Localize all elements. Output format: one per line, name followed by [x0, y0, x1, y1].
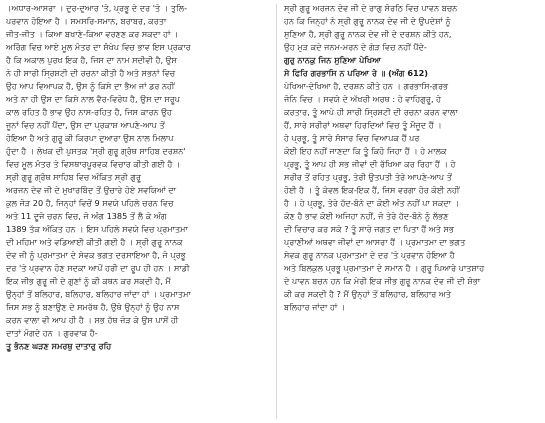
text-line: ਦਾਤਾਂ ਮੰਗਦੇ ਹਨ । ਗੁਰਵਾਕ ਹੈ- [6, 328, 98, 338]
right-column [284, 2, 539, 314]
scripture-quote: ਸੇ ਫਿਰਿ ਗਰਭਾਸਿ ਨ ਪਰਿਆ ਰੇ ॥ (ਅੰਗ 612) [284, 68, 428, 78]
text-line: 1389 ਤੱਕ ਅੰਕਿਤ ਹਨ । ਇਸ ਪਹਿਲੇ ਸਵਯੇ ਵਿਚ ਪ੍ਰਮਾਤਮਾ [6, 224, 188, 234]
text-line: ਕੁਲ ਜੋੜ 20 ਹੈ, ਜਿਨ੍ਹਾਂ ਵਿਚੋਂ 9 ਸਵਯੇ ਪਹਿਲੇ ਚਰਨ ਵਿਚ [6, 198, 174, 208]
column-divider [276, 4, 277, 419]
text-line: ਪੇਖਿਆ-ਦੇਖਿਆ ਹੈ, ਦਰਸ਼ਨ ਕੀਤੇ ਹਨ । ਗਰਭਾਸਿ-ਗਰਭ [284, 81, 449, 91]
text-line: ਹੈ ਕਿ ਅਕਾਲ ਪੁਰਖ ਇਕ ਹੈ, ਜਿਸ ਦਾ ਨਾਮ ਸਦੀਵੀ ਹੈ, ਉਸ [6, 55, 177, 65]
text-line: ਕਾਲ ਰਹਿਤ ਹੈ ਭਾਵ ਉਹ ਨਾਸ-ਰਹਿਤ ਹੈ, ਜਿਸ ਕਾਰਨ ਉਹ [6, 107, 173, 117]
text-line: ।ਅਧਾਰ-ਆਸਰਾ । ਦੁਰ-ਦੁਆਰ 'ਤੇ, ਪ੍ਰਭੂ ਦੇ ਦਰ 'ਤੇ । ਤੁਲਿ- [6, 3, 188, 13]
text-line: ਸ੍ਰੀ ਗੁਰੂ ਅਰਜਨ ਦੇਵ ਜੀ ਦੇ ਰਾਗੁ ਸੋਰਠਿ ਵਿਚ ਪਾਵਨ ਬਚਨ [284, 3, 458, 13]
text-line: ਉਨ੍ਹਾਂ ਤੋਂ ਬਲਿਹਾਰ, ਬਲਿਹਾਰ, ਬਲਿਹਾਰ ਜਾਂਦਾ ਹਾਂ । ਪ੍ਰਮਾਤਮਾ [6, 289, 191, 299]
text-line: ਨੇ ਹੀ ਸਾਰੀ ਸ੍ਰਿਸ਼ਟੀ ਦੀ ਰਚਨਾ ਕੀਤੀ ਹੈ ਅਤੇ ਸਭਨਾਂ ਵਿਚ [6, 68, 176, 78]
text-line: ਅਤੇ 11 ਦੂਜੇ ਚਰਨ ਵਿਚ, ਜੋ ਅੰਗ 1385 ਤੋਂ ਲੈ ਕੇ ਅੰਗ [6, 211, 167, 221]
text-line: ਕਰਨ ਵਾਲਾ ਵੀ ਆਪ ਹੀ ਹੈ । ਸਭ ਹੱਥ ਜੋੜ ਕੇ ਉਸ ਪਾਸੋਂ ਹੀ [6, 315, 179, 325]
text-line: ਹੈ । ਹੇ ਪ੍ਰਭੂ, ਤੇਰੇ ਹੱਦ-ਬੰਨੇ ਦਾ ਕੋਈ ਅੰਤ ਨਹੀਂ ਪਾ ਸਕਦਾ । [284, 198, 460, 208]
text-line: ਵਿਚ ਮੂਲ ਮੰਤਰ ਤੇ ਵਿਸਥਾਰਪੂਰਵਕ ਵਿਚਾਰ ਕੀਤੀ ਗਈ ਹੈ । [6, 159, 181, 169]
text-line: ਸ੍ਰੀ ਗੁਰੂ ਗ੍ਰੰਥ ਸਾਹਿਬ ਵਿਚ ਅੰਕਿਤ ਸ੍ਰੀ ਗੁਰੂ [6, 172, 142, 182]
left-column [6, 2, 268, 353]
text-line: ਹੈਂ, ਸਾਰੇ ਸਰੀਰਾਂ ਅਥਵਾ ਹਿਰਦਿਆਂ ਵਿਚ ਤੂੰ ਮੌਜੂਦ ਹੈਂ । [284, 120, 442, 130]
text-line: ਸਰੀਰ ਤੋਂ ਰਹਿਤ ਪ੍ਰਭੂ, ਤੇਰੀ ਉਤਪਤੀ ਤੇਰੇ ਆਪਣੇ-ਆਪ ਤੋਂ [284, 172, 452, 182]
text-line: ਹੁੰਦਾ ਹੈ । ਲੇਖਕ ਦੀ ਪੁਸਤਕ 'ਸ੍ਰੀ ਗੁਰੂ ਗ੍ਰੰਥ ਸਾਹਿਬ ਦਰਸ਼ਨ' [6, 146, 186, 156]
text-line: ਦੇ ਪਾਵਨ ਬਚਨ ਹਨ ਕਿ ਮੇਰੀ ਇਕ ਜੀਭ ਗੁਰੂ ਨਾਨਕ ਦੇਵ ਜੀ ਦੀ ਸ਼ੋਭਾ [284, 276, 481, 286]
text-line: ਹਨ ਕਿ ਜਿਨ੍ਹਾਂ ਨੇ ਸ੍ਰੀ ਗੁਰੂ ਨਾਨਕ ਦੇਵ ਜੀ ਦੇ ਉਪਦੇਸ਼ਾਂ ਨੂੰ [284, 16, 451, 26]
text-line: ਜਿਸ ਸਭ ਨੂੰ ਬਣਾਉਣ ਦੇ ਸਮਰੱਥ ਹੈ, ਉਥੇ ਉਨ੍ਹਾਂ ਨੂੰ ਉਹ ਨਾਸ [6, 302, 180, 312]
text-line: ਉਹ ਆਪ ਵਿਆਪਕ ਹੈ, ਉਸ ਨੂੰ ਕਿਸੇ ਦਾ ਭੈਅ ਜਾਂ ਡਰ ਨਹੀਂ [6, 81, 175, 91]
text-line: ਜੂਨਾਂ ਵਿਚ ਨਹੀਂ ਪੈਂਦਾ, ਉਸ ਦਾ ਪ੍ਰਕਾਸ਼ ਆਪਣੇ-ਆਪ ਤੋਂ [6, 120, 165, 130]
text-line: ਕੀ ਕਰ ਸਕਦੀ ਹੈ ? ਮੈਂ ਉਨ੍ਹਾਂ ਤੋਂ ਬਲਿਹਾਰ, ਬਲਿਹਾਰ ਅਤੇ [284, 289, 452, 299]
scripture-quote: ਗੁਰੁ ਨਾਨਕੁ ਜਿਨ ਸੁਣਿਆ ਪੇਖਿਆ [284, 55, 382, 65]
text-line: ਅਤੇ ਨਾ ਹੀ ਉਸ ਦਾ ਕਿਸੇ ਨਾਲ ਵੈਰ-ਵਿਰੋਧ ਹੈ, ਉਸ ਦਾ ਸਰੂਪ [6, 94, 181, 104]
text-line: ਅਰਿੰਗ ਵਿਚ ਆਏ ਮੂਲ ਮੰਤਰ ਦਾ ਸੰਖੇਪ ਵਿਚ ਭਾਵ ਇਸ ਪ੍ਰਕਾਰ [6, 42, 191, 52]
text-line: ਕੋਣ ਹੈ ਭਾਵ ਕੋਈ ਅਜਿਹਾ ਨਹੀਂ, ਜੋ ਤੇਰੇ ਹੱਦ-ਬੰਨੇ ਨੂੰ ਲੱਭਣ [284, 211, 449, 221]
text-line: ਹੋਈ ਹੈ । ਤੂੰ ਕੇਵਲ ਇਕ-ਇਕ ਹੈਂ, ਜਿਸ ਵਰਗਾ ਹੋਰ ਕੋਈ ਨਹੀਂ [284, 185, 460, 195]
text-line: ਦੀ ਵਿਚਾਰ ਕਰ ਸਕੇ ? ਤੂੰ ਸਾਰੇ ਜਗਤ ਦਾ ਪਿਤਾ ਹੈਂ ਅਤੇ ਸਭ [284, 224, 454, 234]
text-line: ਪਰਵਾਨ ਹੋਇਆ ਹੈ । ਸਮਸਰਿ-ਸਮਾਨ, ਬਰਾਬਰ, ਕਰਤਾ [6, 16, 167, 26]
text-line: ਦਰ 'ਤੇ ਪ੍ਰਵਾਨ ਹੋਣ ਸਦਕਾ ਆਪੋਂ ਹਰੀ ਦਾ ਰੂਪ ਹੀ ਹਨ । ਸਾਡੀ [6, 263, 190, 273]
text-line: ਇਕ ਜੀਭ ਗੁਰੂ ਜੀ ਦੇ ਗੁਣਾਂ ਨੂੰ ਕੀ ਕਥਨ ਕਰ ਸਕਦੀ ਹੈ, ਮੈਂ [6, 276, 171, 286]
text-line: ਹੋਇਆ ਹੈ ਅਤੇ ਗੁਰੂ ਕੀ ਕਿਰਪਾ ਦੁਆਰਾ ਉਸ ਨਾਲ ਮਿਲਾਪ [6, 133, 174, 143]
text-line: ਹੇ ਪ੍ਰਭੂ, ਤੂੰ ਸਾਰੇ ਸੰਸਾਰ ਵਿਚ ਵਿਆਪਕ ਹੈਂ ਪਰ [284, 133, 420, 143]
text-line: ਪ੍ਰਭੂ, ਤੂੰ ਆਪ ਹੀ ਸਭ ਜੀਵਾਂ ਦੀ ਰੱਖਿਆ ਕਰ ਰਿਹਾ ਹੈਂ । ਹੇ [284, 159, 456, 169]
text-line: ਕਰਤਾਰ, ਤੂੰ ਆਪੇ ਹੀ ਸਾਰੀ ਸ੍ਰਿਸ਼ਟੀ ਦੀ ਰਚਨਾ ਕਰਨ ਵਾਲਾ [284, 107, 458, 117]
text-line: ਪ੍ਰਾਣੀਆਂ ਅਥਵਾ ਜੀਵਾਂ ਦਾ ਆਸਰਾ ਹੈਂ । ਪ੍ਰਮਾਤਮਾ ਦਾ ਭਗਤ [284, 237, 466, 247]
text-line: ਜੋਨਿ ਵਿਚ । ਸਵਯੇ ਦੇ ਅੱਖਰੀ ਅਰਥ : ਹੇ ਵਾਹਿਗੁਰੂ, ਹੇ [284, 94, 442, 104]
text-line: ਉਹ ਮੁੜ ਕਦੇ ਜਨਮ-ਮਰਨ ਦੇ ਗੇੜ ਵਿਚ ਨਹੀਂ ਪੈਂਦੇ- [284, 42, 427, 52]
text-line: ਕੋਈ ਇਹ ਨਹੀਂ ਜਾਣਦਾ ਕਿ ਤੂੰ ਕਿਹੋ ਜਿਹਾ ਹੈਂ । ਹੇ ਮਾਲਕ [284, 146, 447, 156]
text-line: ਜੀਤ-ਜੀਤ । ਕਿਆ ਬਖਾਣੇ-ਕਿਆ ਵਰਣਣ ਕਰ ਸਕਦਾ ਹਾਂ । [6, 29, 179, 39]
scripture-quote: ਤੂ ਭੰਨਣ ਘੜਣ ਸਮਰਥੁ ਦਾਤਾਰੁ ਰਹਿ [6, 341, 112, 351]
text-line: ਦੇਵ ਜੀ ਨੂੰ ਪ੍ਰਮਾਤਮਾ ਦੇ ਸੇਵਕ ਭਗਤ ਦਰਸਾਇਆ ਹੈ, ਜੋ ਪ੍ਰਭੂ [6, 250, 186, 260]
text-line: ਸੇਵਕ ਗੁਰੂ ਨਾਨਕ ਪ੍ਰਮਾਤਮਾ ਦੇ ਦਰ 'ਤੇ ਪ੍ਰਵਾਨ ਹੋਇਆ ਹੈ [284, 250, 455, 260]
text-line: ਸੁਣਿਆ ਹੈ, ਸ੍ਰੀ ਗੁਰੂ ਨਾਨਕ ਦੇਵ ਜੀ ਦੇ ਦਰਸ਼ਨ ਕੀਤੇ ਹਨ, [284, 29, 452, 39]
text-line: ਅਰਜਨ ਦੇਵ ਜੀ ਦੇ ਮੁਖਾਰਬਿੰਦ ਤੋਂ ਉਚਾਰੇ ਹੋਏ ਸਵਯਿਆਂ ਦਾ [6, 185, 177, 195]
text-line: ਅਤੇ ਬਿਲਕੁਲ ਪ੍ਰਭੂ ਪ੍ਰਮਾਤਮਾ ਦੇ ਸਮਾਨ ਹੈ । ਗੁਰੂ ਪਿਆਰੇ ਪਾਤਸ਼ਾਹ [284, 263, 485, 273]
text-line: ਬਲਿਹਾਰ ਜਾਂਦਾ ਹਾਂ । [284, 302, 346, 312]
text-line: ਦੀ ਮਹਿਮਾ ਅਤੇ ਵਡਿਆਈ ਕੀਤੀ ਗਈ ਹੈ । ਸ੍ਰੀ ਗੁਰੂ ਨਾਨਕ [6, 237, 183, 247]
